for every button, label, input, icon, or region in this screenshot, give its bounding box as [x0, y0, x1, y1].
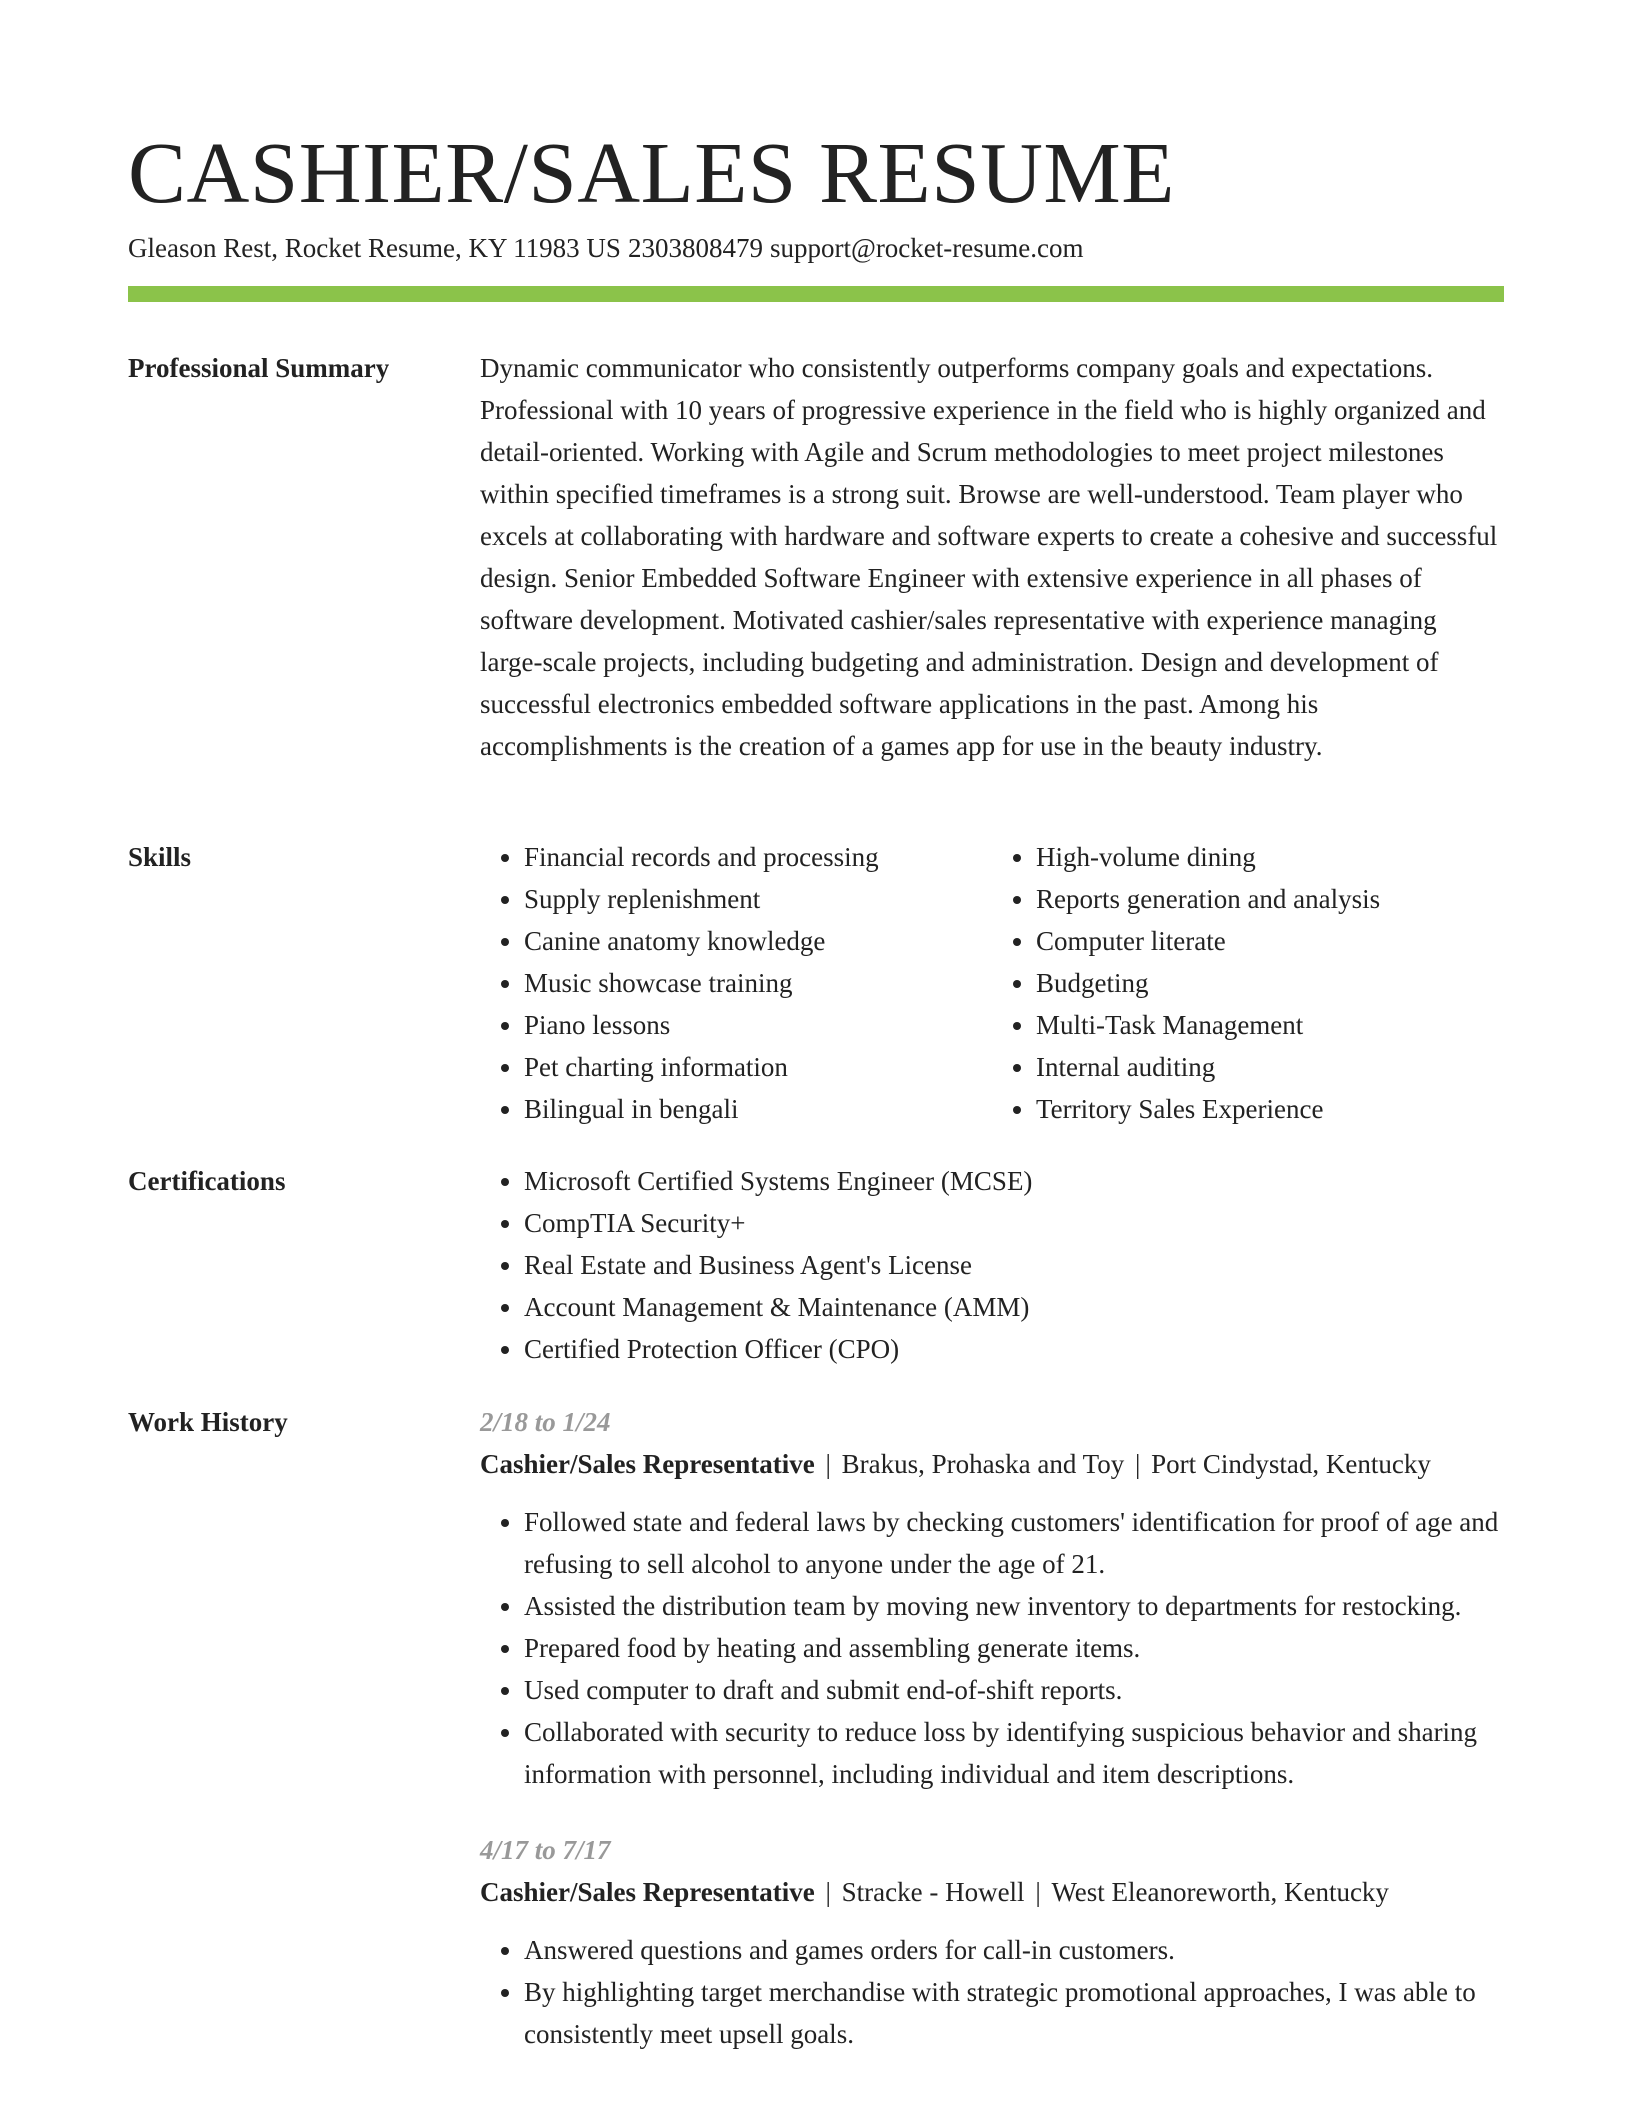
- skills-body: [480, 836, 1504, 1130]
- job-role: Cashier/Sales Representative: [480, 1449, 815, 1479]
- work-history-label: Work History: [128, 1407, 288, 1437]
- skills-label: Skills: [128, 842, 192, 872]
- job-company: Stracke - Howell: [841, 1877, 1025, 1907]
- work-history-body: [480, 1401, 1504, 2089]
- job-role: Cashier/Sales Representative: [480, 1877, 815, 1907]
- summary-label: Professional Summary: [128, 353, 390, 383]
- job-duties-list: [480, 1929, 1504, 2055]
- job-entry: [480, 1829, 1504, 2055]
- skills-list-right: [992, 836, 1504, 1130]
- list-item: • By highlighting target merchandise with strategic promotional approaches, I was able to consistently meet upsell goals.: [524, 1971, 1504, 2055]
- list-item: • High-volume dining: [1036, 836, 1504, 878]
- summary-text: Dynamic communicator who consistently outperforms company goals and expectations. Professional with 10 years of progressive experience in the field who is highly organized and detail-oriented. Working with Agile and Scrum methodologies to meet project milestones within specified timeframes is a strong suit. Browse are well-understood. Team player who excels at collaborating with hardware and software experts to create a cohesive and successful design. Senior Embedded Software Engineer with extensive experience in all phases of software development. Motivated cashier/sales representative with experience managing large-scale projects, including budgeting and administration. Design and development of successful electronics embedded software applications in the past. Among his accomplishments is the creation of a games app for use in the beauty industry.: [480, 353, 1498, 761]
- list-item: • Supply replenishment: [524, 878, 992, 920]
- job-heading: [480, 1871, 1504, 1913]
- list-item: • Budgeting: [1036, 962, 1504, 1004]
- list-item: • CompTIA Security+: [524, 1202, 1504, 1244]
- list-item: • Real Estate and Business Agent's License: [524, 1244, 1504, 1286]
- list-item: • Territory Sales Experience: [1036, 1088, 1504, 1130]
- contact-line: [128, 230, 1083, 266]
- list-item: • Internal auditing: [1036, 1046, 1504, 1088]
- summary-body: [480, 347, 1504, 767]
- job-separator: |: [818, 1877, 838, 1907]
- list-item: • Collaborated with security to reduce loss by identifying suspicious behavior and sharing information with personnel, including individual and item descriptions.: [524, 1711, 1504, 1795]
- list-item: • Bilingual in bengali: [524, 1088, 992, 1130]
- job-dates: 4/17 to 7/17: [480, 1835, 611, 1865]
- job-dates: 2/18 to 1/24: [480, 1407, 611, 1437]
- list-item: • Music showcase training: [524, 962, 992, 1004]
- list-item: • Reports generation and analysis: [1036, 878, 1504, 920]
- resume-title: CASHIER/SALES RESUME: [128, 124, 1175, 221]
- list-item: • Account Management & Maintenance (AMM): [524, 1286, 1504, 1328]
- list-item: • Piano lessons: [524, 1004, 992, 1046]
- list-item: • Used computer to draft and submit end-of-shift reports.: [524, 1669, 1504, 1711]
- contact-email[interactable]: support@rocket-resume.com: [769, 233, 1084, 263]
- job-separator: |: [818, 1449, 838, 1479]
- list-item: • Multi-Task Management: [1036, 1004, 1504, 1046]
- list-item: • Assisted the distribution team by moving new inventory to departments for restocking.: [524, 1585, 1504, 1627]
- list-item: • Prepared food by heating and assembling generate items.: [524, 1627, 1504, 1669]
- list-item: • Answered questions and games orders for call-in customers.: [524, 1929, 1504, 1971]
- job-entry: [480, 1401, 1504, 1795]
- certifications-label: Certifications: [128, 1166, 286, 1196]
- job-separator: |: [1128, 1449, 1148, 1479]
- contact-address: Gleason Rest, Rocket Resume, KY 11983 US: [128, 233, 621, 263]
- job-location: West Eleanoreworth, Kentucky: [1051, 1877, 1389, 1907]
- contact-phone: 2303808479: [627, 233, 763, 263]
- list-item: • Certified Protection Officer (CPO): [524, 1328, 1504, 1370]
- certifications-body: [480, 1160, 1504, 1370]
- skills-list-left: [480, 836, 992, 1130]
- job-location: Port Cindystad, Kentucky: [1151, 1449, 1431, 1479]
- job-duties-list: [480, 1501, 1504, 1795]
- job-company: Brakus, Prohaska and Toy: [841, 1449, 1125, 1479]
- job-separator: |: [1028, 1877, 1048, 1907]
- certifications-list: [480, 1160, 1504, 1370]
- list-item: • Microsoft Certified Systems Engineer (MCSE): [524, 1160, 1504, 1202]
- list-item: • Computer literate: [1036, 920, 1504, 962]
- list-item: • Canine anatomy knowledge: [524, 920, 992, 962]
- header-divider: [128, 286, 1504, 302]
- list-item: • Followed state and federal laws by checking customers' identification for proof of age and refusing to sell alcohol to anyone under the age of 21.: [524, 1501, 1504, 1585]
- job-heading: [480, 1443, 1504, 1485]
- list-item: • Financial records and processing: [524, 836, 992, 878]
- list-item: • Pet charting information: [524, 1046, 992, 1088]
